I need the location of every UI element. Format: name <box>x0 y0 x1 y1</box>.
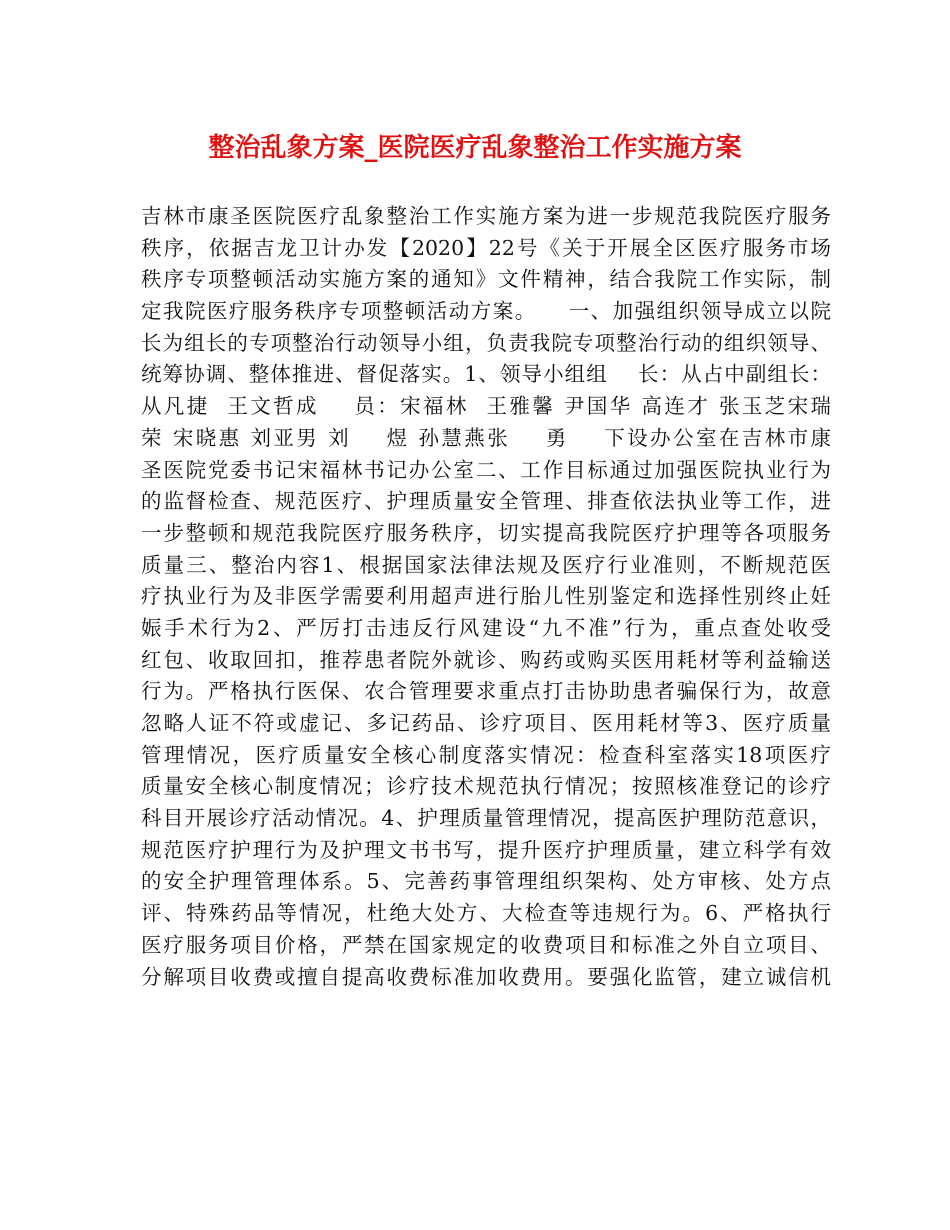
body-line: 管理情况，医疗质量安全核心制度落实情况：检查科室落实18项医疗 <box>141 742 831 767</box>
body-line: 的监督检查、规范医疗、护理质量安全管理、排查依法执业等工作，进 <box>141 489 831 514</box>
body-line: 医疗服务项目价格，严禁在国家规定的收费项目和标准之外自立项目、 <box>141 932 831 957</box>
body-line: 荣 宋晓惠 刘亚男 刘 煜 孙慧燕张 勇 下设办公室在吉林市康 <box>141 425 831 450</box>
body-line: 疗执业行为及非医学需要利用超声进行胎儿性别鉴定和选择性别终止妊 <box>141 584 831 609</box>
body-line: 规范医疗护理行为及护理文书书写，提升医疗护理质量，建立科学有效 <box>141 837 831 862</box>
body-line: 行为。严格执行医保、农合管理要求重点打击协助患者骗保行为，故意 <box>141 679 831 704</box>
body-line: 红包、收取回扣，推荐患者院外就诊、购药或购买医用耗材等利益输送 <box>141 647 831 672</box>
document-body <box>141 201 831 993</box>
body-line: 忽略人证不符或虚记、多记药品、诊疗项目、医用耗材等3、医疗质量 <box>141 711 831 735</box>
body-line: 质量安全核心制度情况；诊疗技术规范执行情况；按照核准登记的诊疗 <box>141 774 831 799</box>
body-line: 圣医院党委书记宋福林书记办公室二、工作目标通过加强医院执业行为 <box>141 457 831 482</box>
body-line: 评、特殊药品等情况，杜绝大处方、大检查等违规行为。6、严格执行 <box>141 901 831 926</box>
body-line: 分解项目收费或擅自提高收费标准加收费用。要强化监管，建立诚信机 <box>141 964 831 989</box>
body-line: 秩序专项整顿活动实施方案的通知》文件精神，结合我院工作实际，制 <box>141 267 831 292</box>
body-line: 一步整顿和规范我院医疗服务秩序，切实提高我院医疗护理等各项服务 <box>141 520 831 545</box>
document-title: 整治乱象方案_医院医疗乱象整治工作实施方案 <box>208 133 742 163</box>
body-line: 统筹协调、整体推进、督促落实。1、领导小组组 长：从占中副组长： <box>141 362 831 387</box>
body-line: 科目开展诊疗活动情况。4、护理质量管理情况，提高医护理防范意识， <box>141 806 831 831</box>
body-line: 秩序，依据吉龙卫计办发【2020】22号《关于开展全区医疗服务市场 <box>141 235 831 260</box>
body-line: 定我院医疗服务秩序专项整顿活动方案。 一、加强组织领导成立以院 <box>141 299 831 324</box>
body-line: 长为组长的专项整治行动领导小组，负责我院专项整治行动的组织领导、 <box>141 330 831 355</box>
body-line: 娠手术行为2、严厉打击违反行风建设“九不准”行为，重点查处收受 <box>141 615 831 640</box>
body-line: 的安全护理管理体系。5、完善药事管理组织架构、处方审核、处方点 <box>141 869 831 894</box>
body-line: 吉林市康圣医院医疗乱象整治工作实施方案为进一步规范我院医疗服务 <box>141 204 831 228</box>
body-line: 质量三、整治内容1、根据国家法律法规及医疗行业准则，不断规范医 <box>141 552 831 577</box>
body-line: 从凡捷 王文哲成 员：宋福林 王雅馨 尹国华 高连才 张玉芝宋瑞 <box>141 394 831 419</box>
